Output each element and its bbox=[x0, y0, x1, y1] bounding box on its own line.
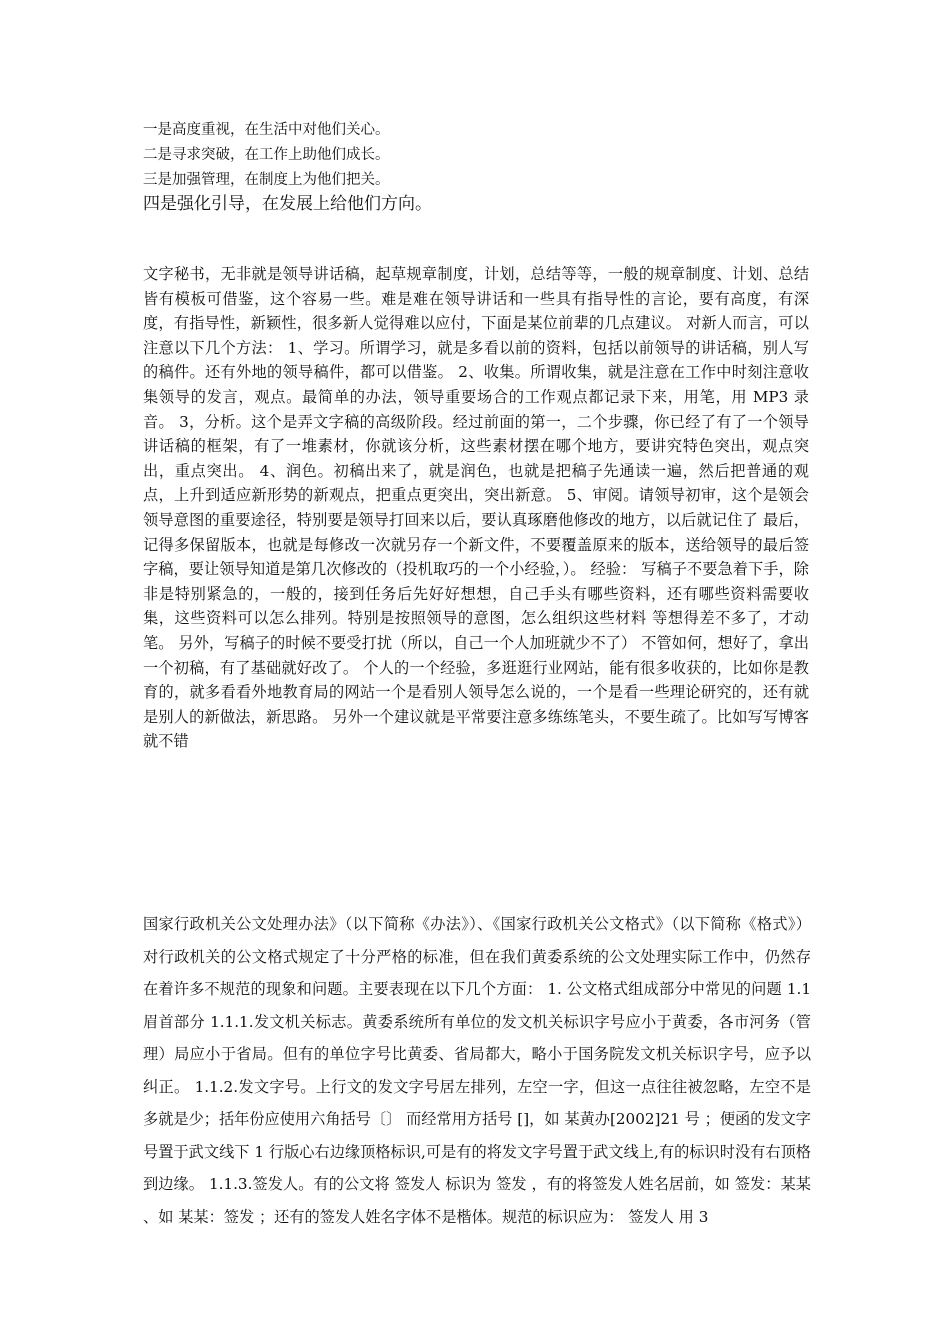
writing-advice-paragraph: 文字秘书，无非就是领导讲话稿，起草规章制度，计划，总结等等，一般的规章制度、计划、总结皆有模板可借鉴，这个容易一些。难是难在领导讲话和一些具有指导性的言论，要有高度，有深度，有指导性，新颖性，很多新人觉得难以应付，下面是某位前辈的几点建议。 对新人而言，可以注意以下几个方法： 1、学习。所谓学习，就是多看以前的资料，包括以前领导的讲话稿，别人写的稿件。还有外地的领导稿件，都可以借鉴。 2、收集。所谓收集，就是注意在工作中时刻注意收集领导的发言，观点。最简单的办法，领导重要场合的工作观点都记录下来，用笔，用 MP3 录音。 3，分析。这个是弄文字稿的高级阶段。经过前面的第一，二个步骤，你已经了有了一个领导讲话稿的框架，有了一堆素材，你就该分析，这些素材摆在哪个地方，要讲究特色突出，观点突出，重点突出。 4、润色。初稿出来了，就是润色，也就是把稿子先通读一遍，然后把普通的观点，上升到适应新形势的新观点，把重点更突出，突出新意。 5、审阅。请领导初审，这个是领会领导意图的重要途径，特别要是领导打回来以后，要认真琢磨他修改的地方，以后就记住了 最后，记得多保留版本，也就是每修改一次就另存一个新文件，不要覆盖原来的版本，送给领导的最后签字稿，要让领导知道是第几次修改的（投机取巧的一个小经验，）。 经验： 写稿子不要急着下手，除非是特别紧急的，一般的，接到任务后先好好想想，自己手头有哪些资料，还有哪些资料需要收集，这些资料可以怎么排列。特别是按照领导的意图，怎么组织这些材料 等想得差不多了，才动笔。 另外，写稿子的时候不要受打扰（所以，自己一个人加班就少不了） 不管如何，想好了，拿出一个初稿，有了基础就好改了。 个人的一个经验，多逛逛行业网站，能有很多收获的，比如你是教育的，就多看看外地教育局的网站一个是看别人领导怎么说的，一个是看一些理论研究的，还有就是别人的新做法，新思路。 另外一个建议就是平常要注意多练练笔头，不要生疏了。比如写写博客就不错 bbox=[143, 265, 809, 751]
measures-list bbox=[143, 118, 803, 215]
list-item: 四是强化引导，在发展上给他们方向。 bbox=[143, 194, 432, 214]
list-item: 二是寻求突破，在工作上助他们成长。 bbox=[143, 147, 390, 163]
list-item: 一是高度重视，在生活中对他们关心。 bbox=[143, 122, 390, 138]
document-format-paragraph: 国家行政机关公文处理办法》（以下简称《办法》）、《国家行政机关公文格式》（以下简称《格式》）对行政机关的公文格式规定了十分严格的标准，但在我们黄委系统的公文处理实际工作中，仍然存在着许多不规范的现象和问题。主要表现在以下几个方面： 1. 公文格式组成部分中常见的问题 1.1 眉首部分 1.1.1.发文机关标志。黄委系统所有单位的发文机关标识字号应小于黄委，各市河务（管理）局应小于省局。但有的单位字号比黄委、省局都大，略小于国务院发文机关标识字号，应予以纠正。 1.1.2.发文字号。上行文的发文字号居左排列，左空一字，但这一点往往被忽略，左空不是多就是少；括年份应使用六角括号〔〕 而经常用方括号 []，如 某黄办[2002]21 号 ；便函的发文字号置于武文线下 1 行版心右边缘顶格标识,可是有的将发文字号置于武文线上,有的标识时没有右顶格到边缘。 1.1.3.签发人。有的公文将 签发人 标识为 签发 ，有的将签发人姓名居前，如 签发：某某 、如 某某：签发 ；还有的签发人姓名字体不是楷体。规范的标识应为： 签发人 用 3 bbox=[143, 915, 811, 1226]
list-item: 三是加强管理，在制度上为他们把关。 bbox=[143, 172, 390, 188]
